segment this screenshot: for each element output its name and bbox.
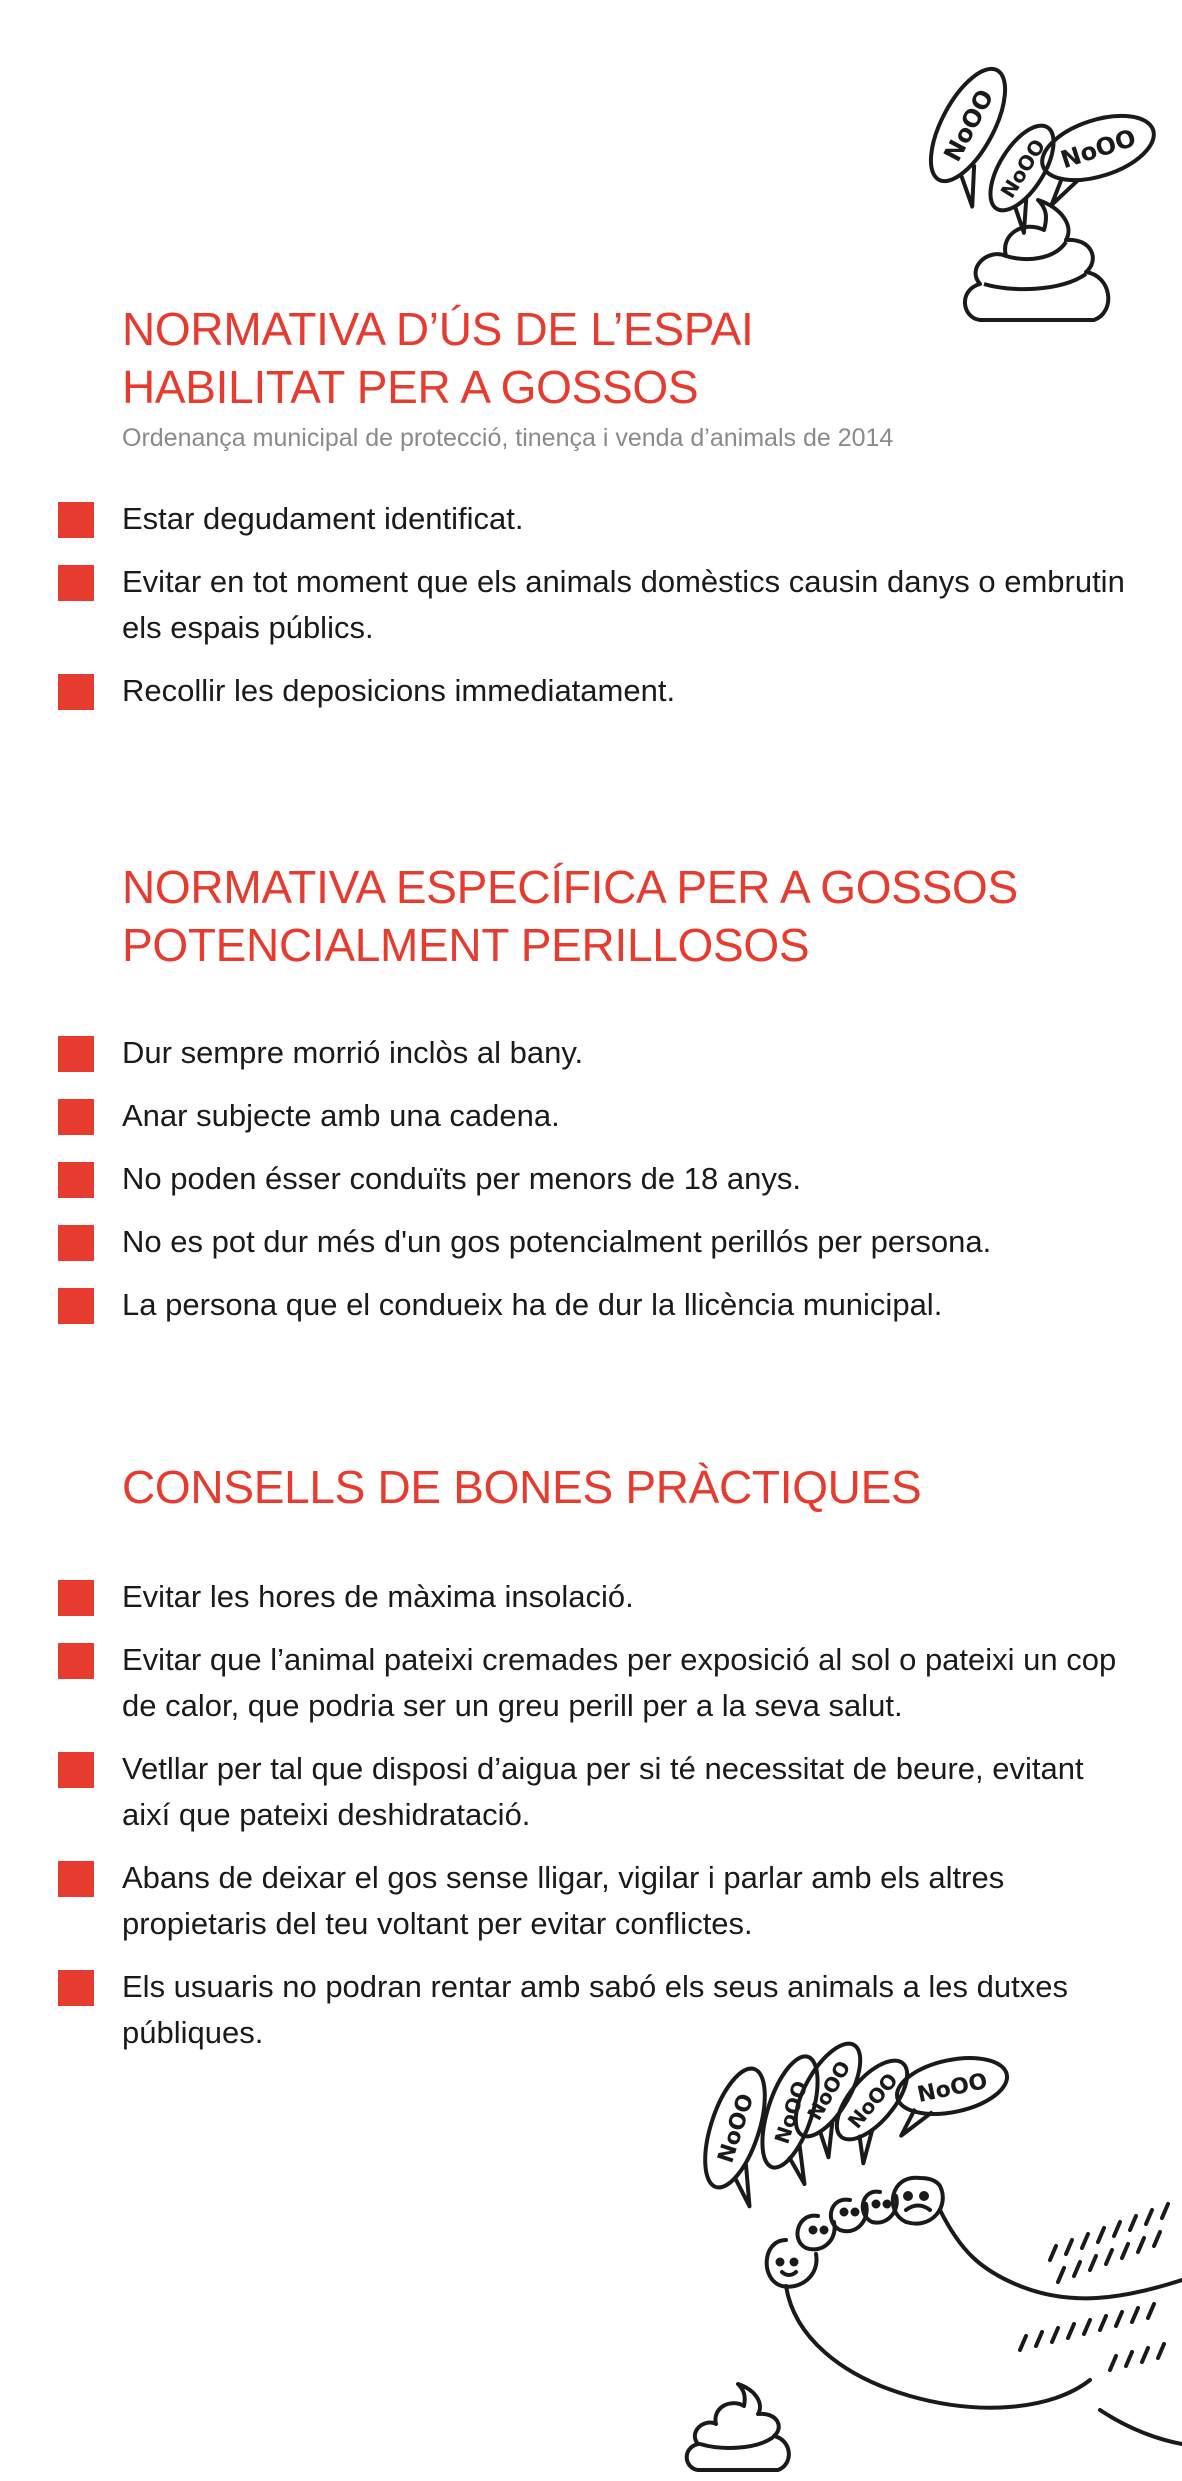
section-dangerous-dogs xyxy=(122,858,1132,1345)
list-item: Recollir les deposicions immediatament. xyxy=(122,668,1132,714)
svg-text:NoOO: NoOO xyxy=(842,2068,903,2134)
section-title: NORMATIVA D’ÚS DE L’ESPAI HABILITAT PER A GOSSOS xyxy=(122,303,754,413)
bottom-illustration xyxy=(690,2050,1182,2481)
svg-text:NoOO: NoOO xyxy=(1057,123,1140,175)
list-item: Evitar en tot moment que els animals domèstics causin danys o embrutin els espais públics. xyxy=(122,559,1132,651)
section-space-rules xyxy=(122,300,1132,731)
bullet-square-icon xyxy=(58,1036,94,1072)
rules-list xyxy=(122,1030,1132,1328)
bullet-square-icon xyxy=(58,502,94,538)
svg-text:NoOO: NoOO xyxy=(802,2056,856,2125)
bullet-square-icon xyxy=(58,1162,94,1198)
section-subtitle: Ordenança municipal de protecció, tinença i venda d’animals de 2014 xyxy=(122,424,894,452)
list-item: Evitar les hores de màxima insolació. xyxy=(122,1574,1132,1620)
bullet-square-icon xyxy=(58,1752,94,1788)
svg-text:NoOO: NoOO xyxy=(915,2068,990,2109)
bullet-square-icon xyxy=(58,565,94,601)
list-item: Els usuaris no podran rentar amb sabó els seus animals a les dutxes públiques. xyxy=(122,1964,1132,2056)
bullet-square-icon xyxy=(58,1970,94,2006)
bullet-square-icon xyxy=(58,1225,94,1261)
bullet-square-icon xyxy=(58,674,94,710)
list-item: No poden ésser conduïts per menors de 18 anys. xyxy=(122,1156,1132,1202)
svg-text:NoOO: NoOO xyxy=(769,2077,813,2147)
poop-icon xyxy=(687,2384,789,2470)
section-good-practices xyxy=(122,1458,1132,2073)
list-item: Estar degudament identificat. xyxy=(122,496,1132,542)
list-item: Vetllar per tal que disposi d’aigua per si té necessitat de beure, evitant així que pateixi deshidratació. xyxy=(122,1746,1132,1838)
bullet-square-icon xyxy=(58,1580,94,1616)
bullet-square-icon xyxy=(58,1861,94,1897)
svg-text:NoOO: NoOO xyxy=(995,134,1051,203)
section-title: NORMATIVA ESPECÍFICA PER A GOSSOS POTENCIALMENT PERILLOSOS xyxy=(122,861,1018,971)
list-item: Anar subjecte amb una cadena. xyxy=(122,1093,1132,1139)
rules-list xyxy=(122,1574,1132,2056)
list-item: Dur sempre morrió inclòs al bany. xyxy=(122,1030,1132,1076)
speech-bubble-icon xyxy=(888,2049,1015,2136)
list-item: La persona que el condueix ha de dur la llicència municipal. xyxy=(122,1282,1132,1328)
foot-icon xyxy=(767,2178,1182,2444)
section-title: CONSELLS DE BONES PRÀCTIQUES xyxy=(122,1461,922,1513)
list-item: Abans de deixar el gos sense lligar, vigilar i parlar amb els altres propietaris del teu voltant per evitar conflictes. xyxy=(122,1855,1132,1947)
list-item: No es pot dur més d'un gos potencialment perillós per persona. xyxy=(122,1219,1132,1265)
list-item: Evitar que l’animal pateixi cremades per exposició al sol o pateixi un cop de calor, que podria ser un greu perill per a la seva salut. xyxy=(122,1637,1132,1729)
bullet-square-icon xyxy=(58,1288,94,1324)
rules-list xyxy=(122,496,1132,714)
bullet-square-icon xyxy=(58,1643,94,1679)
svg-text:NoOO: NoOO xyxy=(713,2090,760,2167)
bullet-square-icon xyxy=(58,1099,94,1135)
svg-text:NoOO: NoOO xyxy=(938,84,1000,167)
